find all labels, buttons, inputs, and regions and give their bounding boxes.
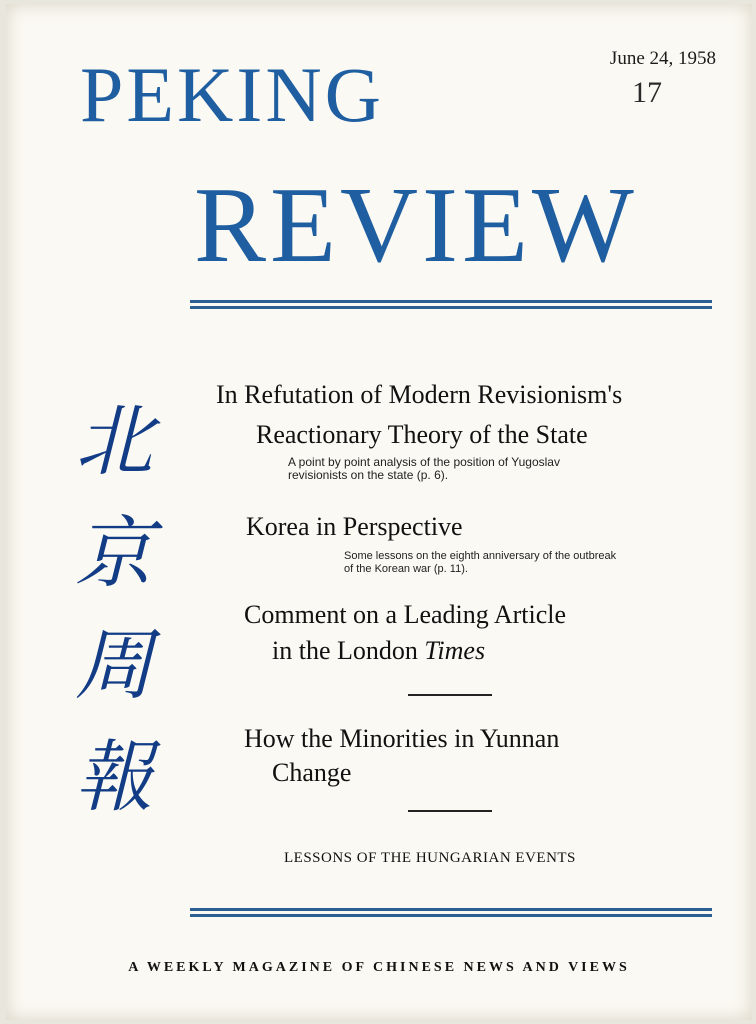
article-1-sub-line2: revisionists on the state (p. 6). xyxy=(288,468,449,482)
article-3-title-italic: Times xyxy=(424,636,486,665)
article-4-title-line1: How the Minorities in Yunnan xyxy=(244,724,560,753)
article-2-sub-line2: of the Korean war (p. 11). xyxy=(344,563,468,575)
separator-rule-2 xyxy=(408,810,492,812)
separator-rule-1 xyxy=(408,694,492,696)
masthead-review: REVIEW xyxy=(194,166,638,285)
issue-date: June 24, 1958 xyxy=(609,48,716,69)
article-1-title-line2: Reactionary Theory of the State xyxy=(256,420,588,449)
article-4-title-line2: Change xyxy=(272,758,352,787)
chinese-char-2: 京 xyxy=(74,509,153,599)
footer-tagline: A WEEKLY MAGAZINE OF CHINESE NEWS AND VIEWS xyxy=(128,960,630,975)
article-1-title-line1: In Refutation of Modern Revisionism's xyxy=(216,380,623,409)
magazine-cover xyxy=(6,4,752,1020)
chinese-char-4: 報 xyxy=(74,733,153,823)
lessons-heading: LESSONS OF THE HUNGARIAN EVENTS xyxy=(284,850,576,866)
top-double-rule xyxy=(190,300,712,312)
article-3-title-line1: Comment on a Leading Article xyxy=(244,600,567,629)
chinese-char-3: 周 xyxy=(74,621,153,711)
masthead-peking: PEKING xyxy=(80,51,384,138)
article-2-title: Korea in Perspective xyxy=(246,512,463,541)
chinese-title-vertical xyxy=(54,386,174,834)
issue-number: 17 xyxy=(632,76,662,109)
article-2-sub-line1: Some lessons on the eighth anniversary of the outbreak xyxy=(344,550,617,562)
bottom-double-rule xyxy=(190,908,712,920)
chinese-char-1: 北 xyxy=(74,397,153,487)
article-3-title-line2 xyxy=(272,634,485,668)
article-3-title-text: in the London xyxy=(272,636,418,665)
article-1-sub-line1: A point by point analysis of the position of Yugoslav xyxy=(288,455,560,469)
